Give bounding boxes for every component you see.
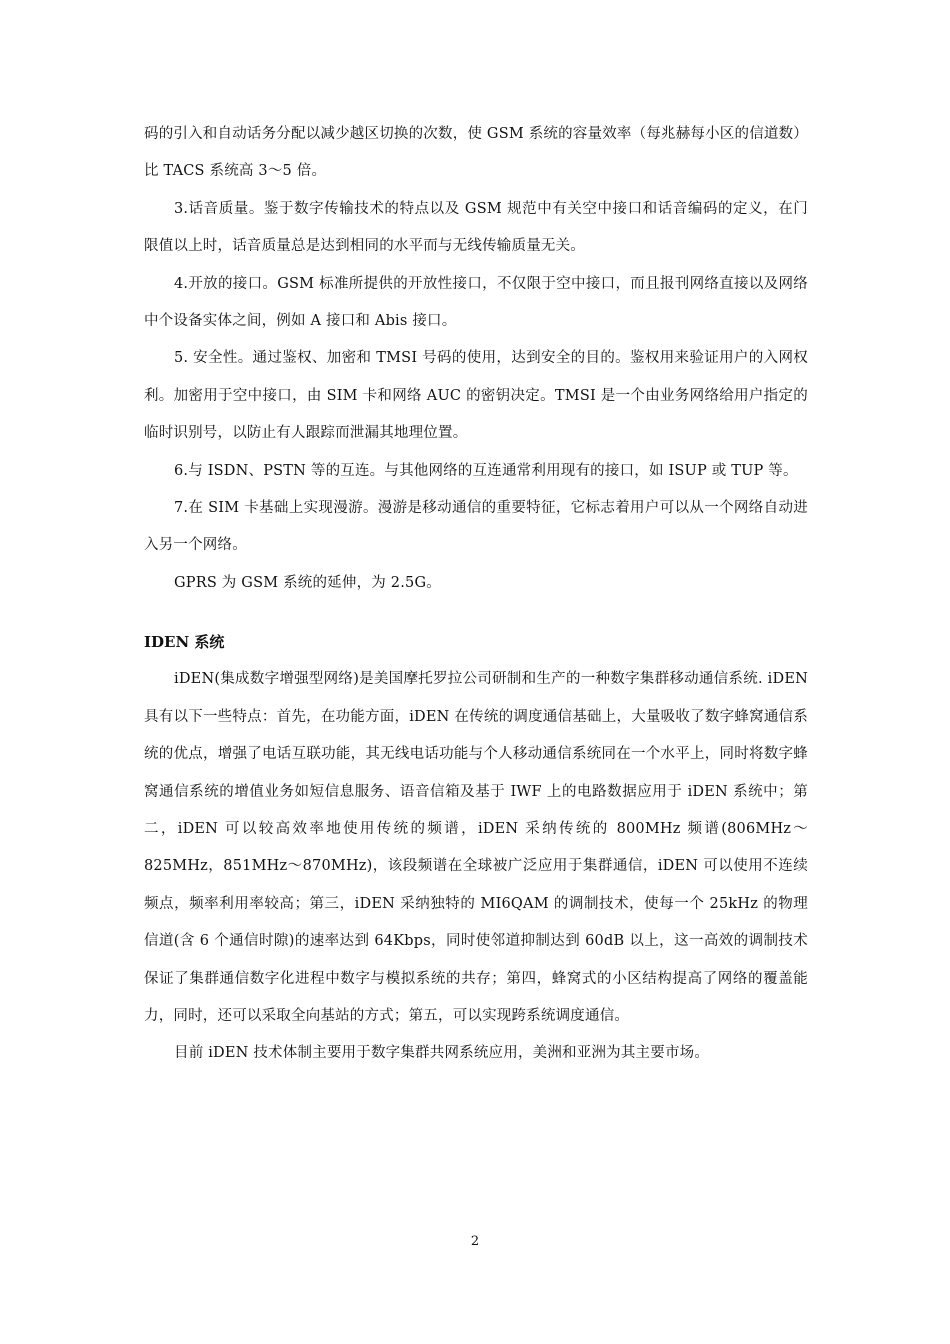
paragraph-iden-features: iDEN(集成数字增强型网络)是美国摩托罗拉公司研制和生产的一种数字集群移动通信系统. iDEN 具有以下一些特点：首先，在功能方面，iDEN 在传统的调度通信基础上，大量吸收了数字蜂窝通信系统的优点，增强了电话互联功能，其无线电话功能与个人移动通信系统同在一个水平上，同时将数字蜂窝通信系统的增值业务如短信息服务、语音信箱及基于 IWF 上的电路数据应用于 iDEN 系统中；第二，iDEN 可以较高效率地使用传统的频谱，iDEN 采纳传统的 800MHz 频谱(806MHz～825MHz，851MHz～870MHz)，该段频谱在全球被广泛应用于集群通信，iDEN 可以使用不连续频点，频率利用率较高；第三，iDEN 采纳独特的 MI6QAM 的调制技术，使每一个 25kHz 的物理信道(含 6 个通信时隙)的速率达到 64Kbps，同时使邻道抑制达到 60dB 以上，这一高效的调制技术保证了集群通信数字化进程中数字与模拟系统的共存；第四，蜂窝式的小区结构提高了网络的覆盖能力，同时，还可以采取全向基站的方式；第五，可以实现跨系统调度通信。 — [144, 671, 808, 1024]
paragraph-open-interface: 4.开放的接口。GSM 标准所提供的开放性接口，不仅限于空中接口，而且报刊网络直接以及网络中个设备实体之间，例如 A 接口和 Abis 接口。 — [144, 275, 808, 330]
paragraph-capacity-continued: 码的引入和自动话务分配以减少越区切换的次数，使 GSM 系统的容量效率（每兆赫每小区的信道数）比 TACS 系统高 3～5 倍。 — [144, 126, 808, 180]
paragraph-gprs: GPRS 为 GSM 系统的延伸，为 2.5G。 — [174, 574, 441, 591]
paragraph-voice-quality: 3.话音质量。鉴于数字传输技术的特点以及 GSM 规范中有关空中接口和话音编码的定义，在门限值以上时，话音质量总是达到相同的水平而与无线传输质量无关。 — [144, 200, 808, 255]
paragraph-interconnection: 6.与 ISDN、PSTN 等的互连。与其他网络的互连通常利用现有的接口，如 ISUP 或 TUP 等。 — [174, 462, 798, 479]
section-heading-iden: IDEN 系统 — [144, 633, 225, 652]
paragraph-roaming: 7.在 SIM 卡基础上实现漫游。漫游是移动通信的重要特征，它标志着用户可以从一个网络自动进入另一个网络。 — [144, 500, 808, 554]
document-page — [144, 116, 808, 1073]
paragraph-security: 5. 安全性。通过鉴权、加密和 TMSI 号码的使用，达到安全的目的。鉴权用来验证用户的入网权利。加密用于空中接口，由 SIM 卡和网络 AUC 的密钥决定。TMSI 是一个由业务网络给用户指定的临时识别号，以防止有人跟踪而泄漏其地理位置。 — [144, 350, 808, 442]
paragraph-iden-market: 目前 iDEN 技术体制主要用于数字集群共网系统应用，美洲和亚洲为其主要市场。 — [174, 1045, 710, 1062]
page-number: 2 — [470, 1234, 480, 1249]
